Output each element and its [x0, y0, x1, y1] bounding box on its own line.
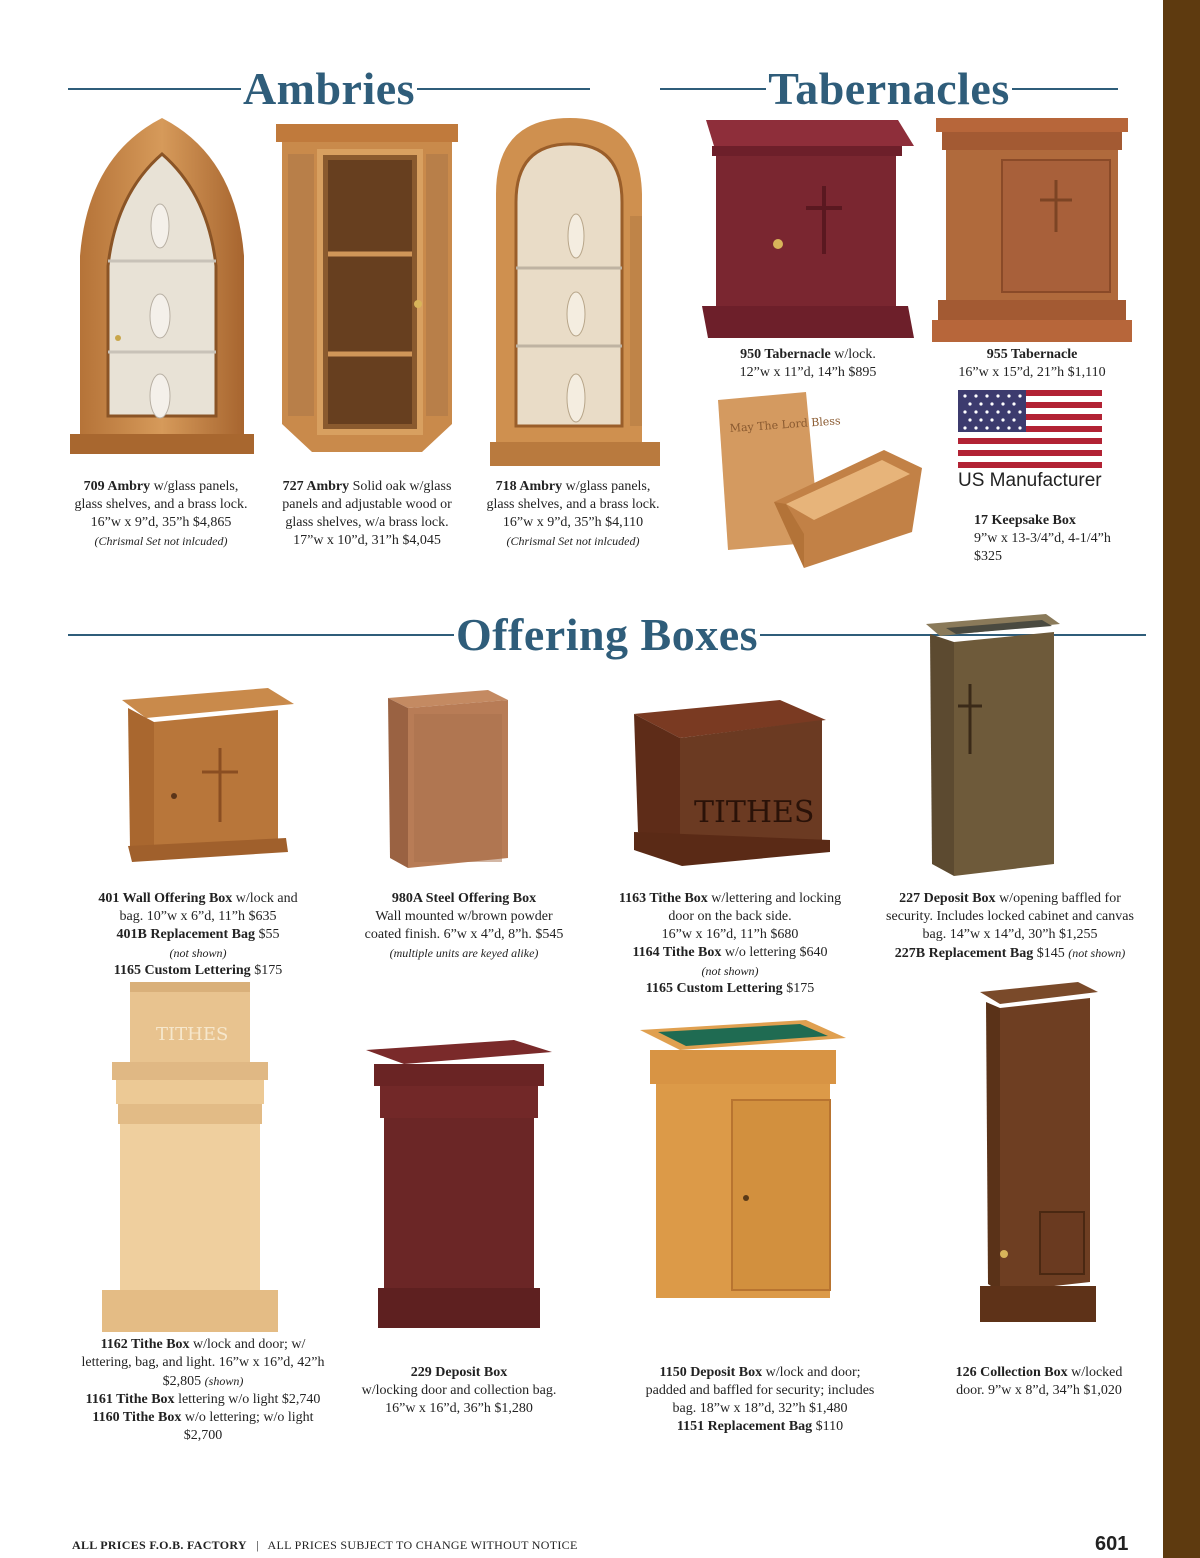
product-note: (Chrismal Set not inlcuded)	[506, 534, 640, 548]
offering-box-401-caption	[82, 890, 314, 980]
keepsake-box-17-caption	[974, 512, 1144, 566]
product-name: 1165 Custom Lettering	[645, 981, 783, 996]
product-price: coated finish. 6”w x 4”d, 8”h. $545	[364, 927, 564, 942]
ambry-709-caption	[62, 478, 260, 550]
tithe-box-1162-caption	[68, 1336, 338, 1445]
offering-box-980a-caption	[346, 890, 582, 962]
page-number: 601	[1095, 1533, 1129, 1555]
product-price: $175	[254, 963, 283, 978]
product-desc: w/lock and	[235, 891, 298, 906]
product-name: 1161 Tithe Box	[85, 1392, 175, 1407]
product-desc: w/opening baffled for	[999, 891, 1121, 906]
product-name: 709 Ambry	[83, 479, 151, 494]
product-price: 17”w x 10”d, 31”h $4,045	[293, 533, 441, 548]
product-name: 126 Collection Box	[955, 1365, 1068, 1380]
tithe-box-1163-caption	[600, 890, 860, 998]
product-desc: w/lettering and locking	[711, 891, 842, 906]
deposit-box-227-photo	[922, 614, 1060, 880]
deposit-box-1150-photo	[640, 1020, 846, 1300]
product-desc: w/locked	[1071, 1365, 1123, 1380]
footer-notice-text: ALL PRICES SUBJECT TO CHANGE WITHOUT NOTICE	[267, 1538, 578, 1552]
page-footer	[72, 1538, 578, 1553]
heading-rule	[660, 88, 766, 90]
product-desc: w/glass panels,	[565, 479, 651, 494]
product-price: 16”w x 9”d, 35”h $4,110	[502, 515, 644, 530]
product-desc: door on the back side.	[668, 909, 792, 924]
product-price: $145	[1036, 946, 1065, 961]
heading-rule	[68, 88, 241, 90]
product-desc: w/lock and door;	[765, 1365, 861, 1380]
product-name: 401 Wall Offering Box	[98, 891, 233, 906]
product-price: bag. 10”w x 6”d, 11”h $635	[119, 909, 277, 924]
product-note: (multiple units are keyed alike)	[389, 946, 539, 960]
product-name: 980A Steel Offering Box	[391, 891, 537, 906]
product-name: 1165 Custom Lettering	[113, 963, 251, 978]
product-price: $2,805	[162, 1374, 202, 1389]
offering-box-980a-photo	[384, 690, 510, 870]
footer-separator: |	[256, 1538, 259, 1552]
product-name: 950 Tabernacle	[740, 347, 831, 362]
heading-rule	[68, 634, 454, 636]
keepsake-box-17-photo	[714, 392, 924, 570]
deposit-box-229-photo	[364, 1040, 554, 1330]
product-desc: Solid oak w/glass	[352, 479, 452, 494]
ambries-heading	[68, 63, 590, 114]
product-name: 1160 Tithe Box	[92, 1410, 182, 1425]
product-desc: glass shelves, and a brass lock.	[74, 497, 248, 512]
tabernacles-heading	[660, 63, 1118, 114]
product-name: 1162 Tithe Box	[100, 1337, 190, 1352]
product-name: 1150 Deposit Box	[659, 1365, 763, 1380]
product-name: 1163 Tithe Box	[618, 891, 708, 906]
product-price: 12”w x 11”d, 14”h $895	[739, 365, 877, 380]
tithe-box-1162-photo	[102, 982, 278, 1332]
deposit-box-229-caption	[348, 1364, 570, 1418]
deposit-box-227-caption	[868, 890, 1152, 963]
product-desc: security. Includes locked cabinet and canvas	[886, 909, 1134, 924]
product-price: door. 9”w x 8”d, 34”h $1,020	[956, 1383, 1122, 1398]
product-desc: glass shelves, w/a brass lock.	[285, 515, 449, 530]
product-price: $325	[974, 549, 1002, 564]
product-desc: panels and adjustable wood or	[282, 497, 452, 512]
product-desc: w/o lettering; w/o light	[184, 1410, 314, 1425]
collection-box-126-caption	[928, 1364, 1150, 1400]
product-name: 1164 Tithe Box	[632, 945, 722, 960]
product-price: w/o lettering $640	[724, 945, 828, 960]
product-desc: w/glass panels,	[153, 479, 239, 494]
tabernacle-955-photo	[932, 116, 1132, 344]
tithe-box-1163-photo	[630, 700, 830, 876]
product-name: 727 Ambry	[282, 479, 350, 494]
product-price: 16”w x 16”d, 11”h $680	[661, 927, 799, 942]
product-name: 955 Tabernacle	[986, 347, 1078, 362]
page-edge-band	[1163, 0, 1200, 1558]
product-desc: 9”w x 13-3/4”d, 4-1/4”h	[974, 531, 1111, 546]
product-price: $55	[258, 927, 280, 942]
ambries-title: Ambries	[242, 63, 416, 114]
product-note: (not shown)	[701, 964, 759, 978]
tithes-lettering: TITHES	[694, 795, 815, 830]
product-price: 16”w x 15”d, 21”h $1,110	[958, 365, 1106, 380]
tabernacle-955-caption	[932, 346, 1132, 382]
product-price: bag. 18”w x 18”d, 32”h $1,480	[672, 1401, 848, 1416]
product-name: 229 Deposit Box	[410, 1365, 508, 1380]
product-note: (Chrismal Set not inlcuded)	[94, 534, 228, 548]
product-desc: w/locking door and collection bag.	[361, 1383, 557, 1398]
product-price: 16”w x 16”d, 36”h $1,280	[385, 1401, 533, 1416]
product-price: $2,700	[183, 1428, 223, 1443]
ambry-718-photo	[490, 116, 660, 466]
heading-rule	[417, 88, 590, 90]
tithes-lettering: TITHES	[156, 1024, 229, 1045]
tabernacle-950-caption	[708, 346, 908, 382]
ambry-709-photo	[68, 116, 256, 456]
product-name: 718 Ambry	[495, 479, 563, 494]
product-name: 401B Replacement Bag	[116, 927, 255, 942]
tabernacle-950-photo	[698, 116, 916, 344]
product-desc: w/lock.	[834, 347, 876, 362]
deposit-box-1150-caption	[624, 1364, 896, 1436]
heading-rule	[1012, 88, 1118, 90]
product-name: 1151 Replacement Bag	[676, 1419, 813, 1434]
keepsake-lid-inscription: May The Lord Bless	[729, 414, 842, 435]
us-flag-icon	[958, 390, 1102, 468]
product-price: 16”w x 9”d, 35”h $4,865	[90, 515, 232, 530]
collection-box-126-photo	[978, 982, 1100, 1324]
product-desc: Wall mounted w/brown powder	[375, 909, 553, 924]
ambry-718-caption	[474, 478, 672, 550]
product-price: bag. 14”w x 14”d, 30”h $1,255	[922, 927, 1098, 942]
product-name: 17 Keepsake Box	[974, 513, 1076, 528]
offering-box-401-photo	[118, 688, 296, 866]
product-desc: glass shelves, and a brass lock.	[486, 497, 660, 512]
footer-fob-text: ALL PRICES F.O.B. FACTORY	[72, 1538, 247, 1552]
product-note: (not shown)	[1068, 946, 1126, 960]
product-desc: lettering, bag, and light. 16”w x 16”d, 42”h	[81, 1355, 325, 1370]
tabernacles-title: Tabernacles	[768, 63, 1010, 114]
us-manufacturer-label: US Manufacturer	[958, 470, 1102, 491]
product-name: 227B Replacement Bag	[894, 946, 1034, 961]
ambry-727-photo	[272, 124, 462, 458]
product-price: $175	[786, 981, 815, 996]
offering-boxes-title: Offering Boxes	[455, 609, 759, 660]
ambry-727-caption	[266, 478, 468, 550]
product-price: lettering w/o light $2,740	[178, 1392, 321, 1407]
product-note: (not shown)	[169, 946, 227, 960]
product-desc: padded and baffled for security; includes	[645, 1383, 875, 1398]
product-name: 227 Deposit Box	[899, 891, 996, 906]
product-price: $110	[815, 1419, 844, 1434]
product-note: (shown)	[204, 1374, 244, 1388]
product-desc: w/lock and door; w/	[193, 1337, 306, 1352]
